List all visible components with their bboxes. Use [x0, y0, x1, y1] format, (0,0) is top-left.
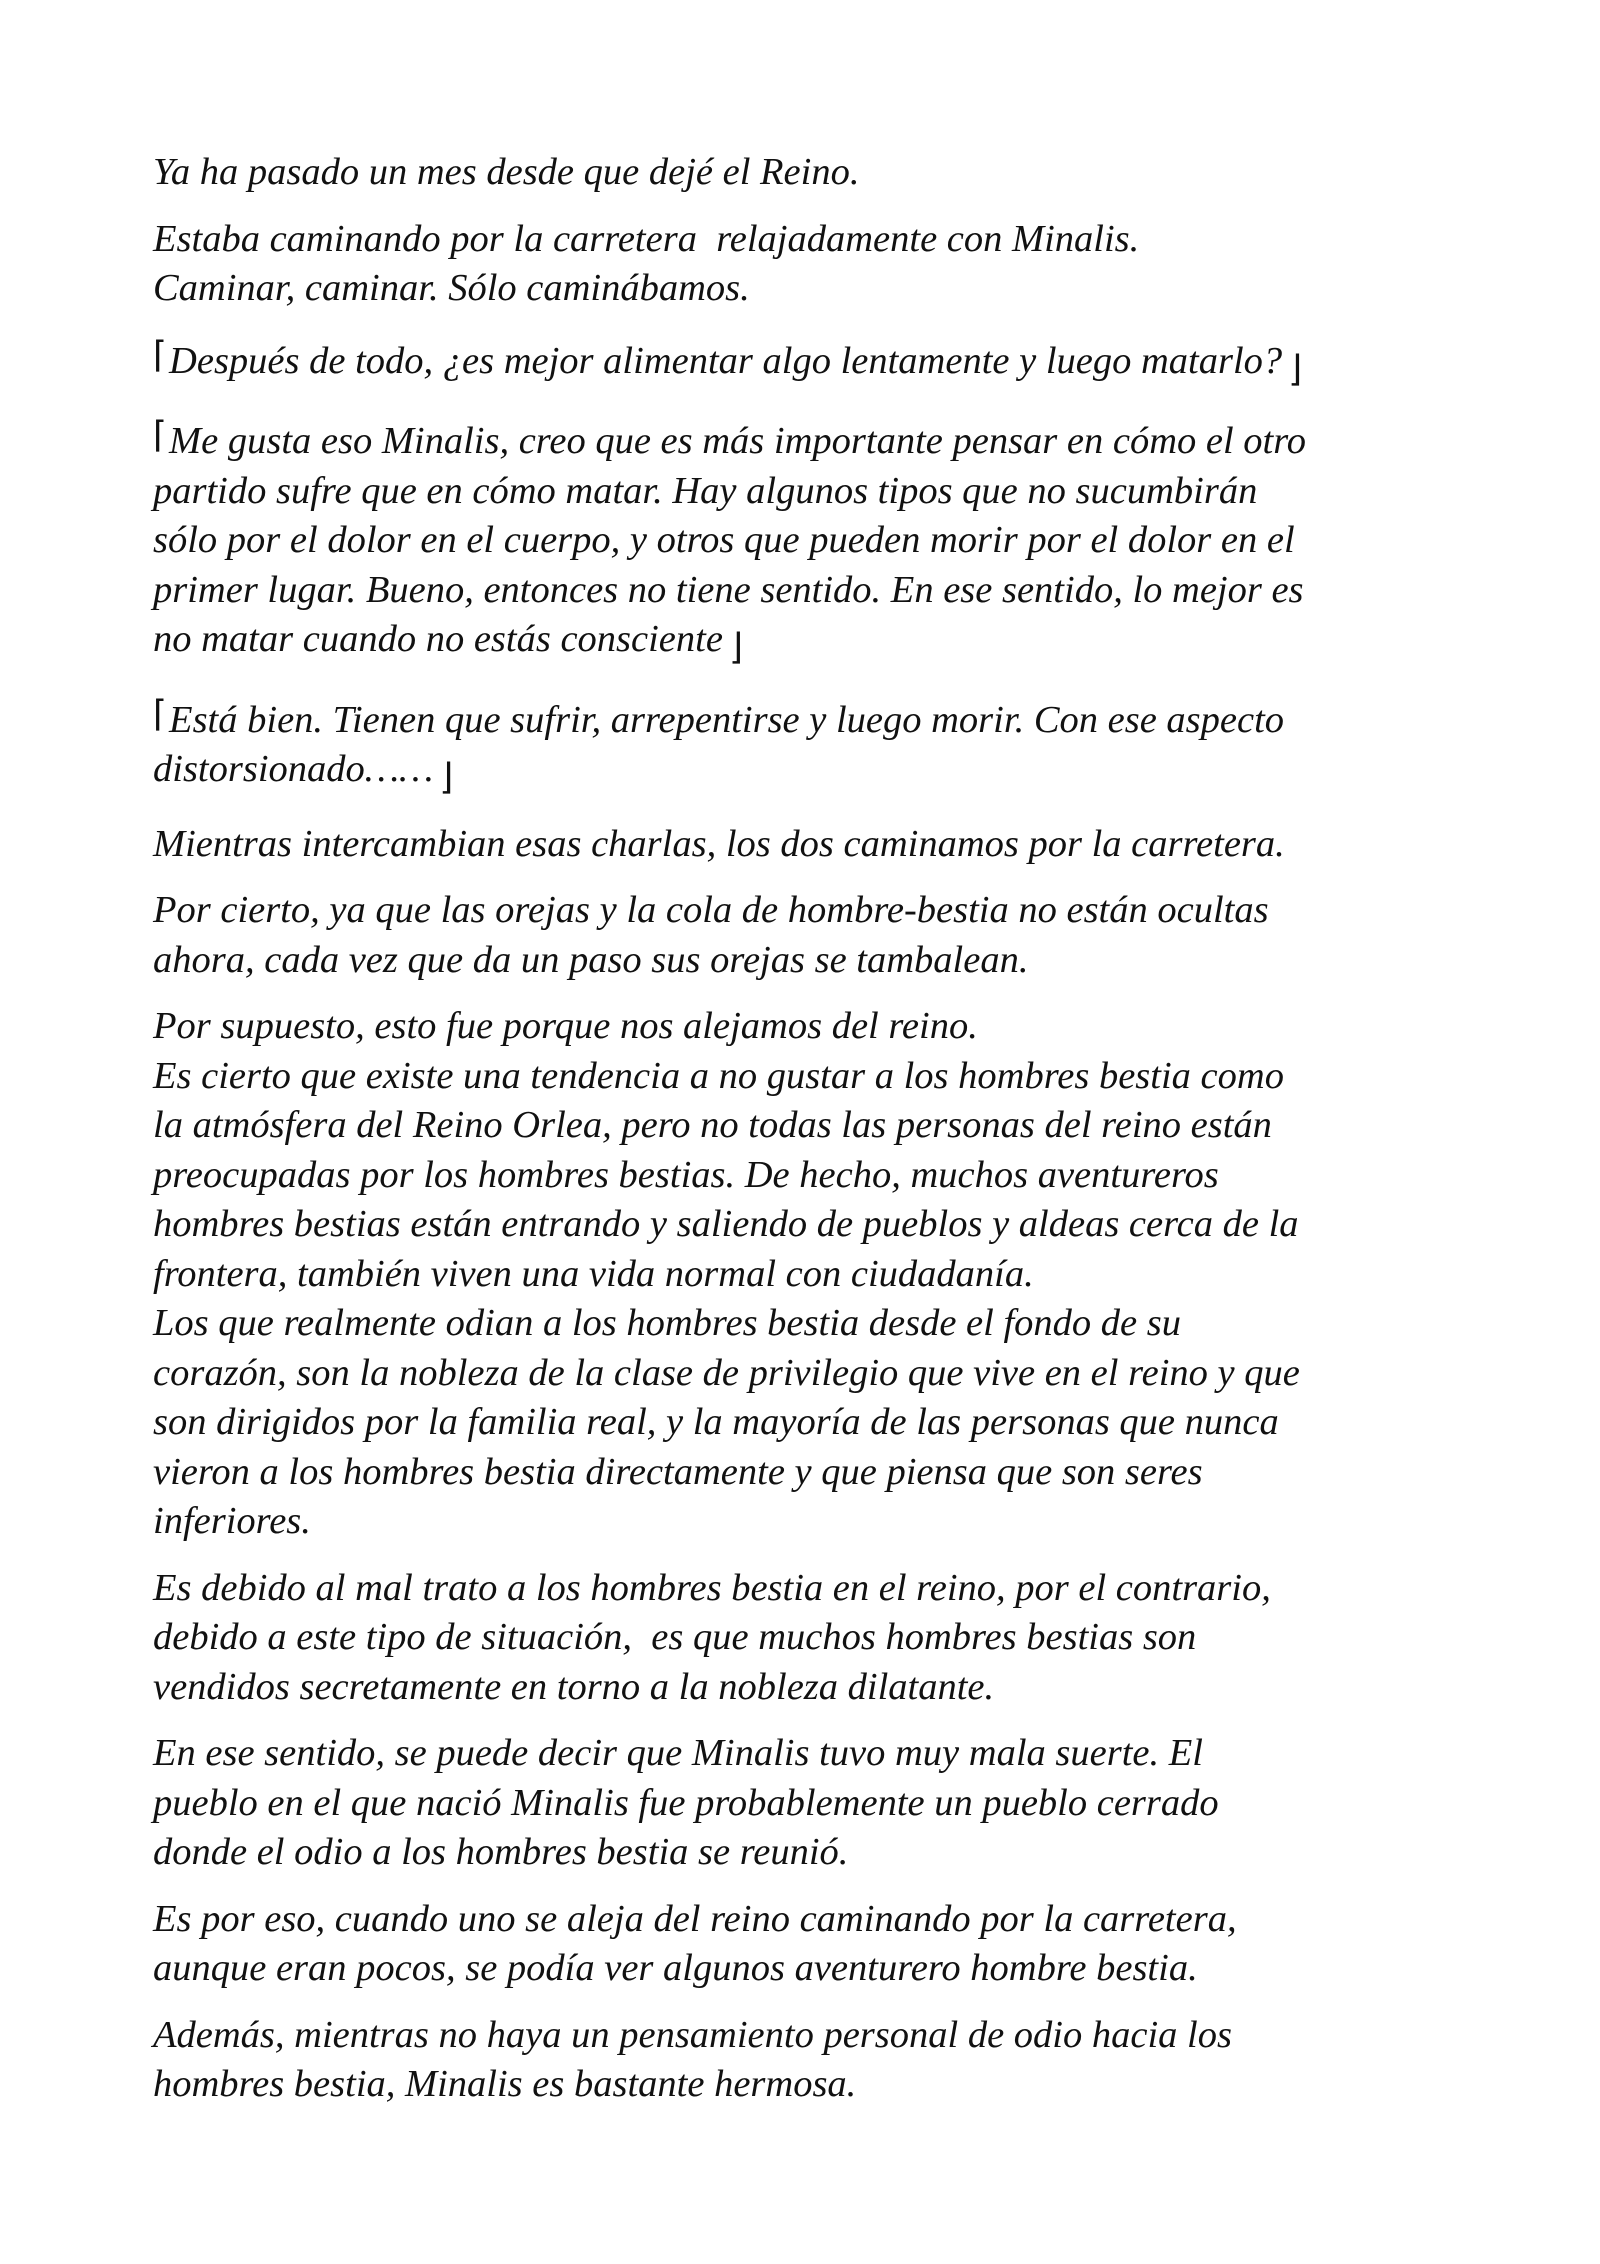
line-text: pueblo en el que nació Minalis fue probablemente un pueblo cerrado: [153, 1781, 1219, 1824]
text-line: [153, 1398, 1483, 1448]
text-paragraph: [153, 1729, 1483, 1878]
dialogue-close-bracket: ⌋: [439, 757, 454, 798]
text-paragraph: [153, 411, 1483, 673]
line-text: no matar cuando no estás consciente: [153, 618, 723, 660]
text-paragraph: [153, 2011, 1483, 2110]
line-text: En ese sentido, se puede decir que Minalis tuvo muy mala suerte. El: [153, 1732, 1203, 1774]
text-line: [153, 331, 1483, 395]
line-text: Mientras intercambian esas charlas, los dos caminamos por la carretera.: [153, 822, 1285, 865]
line-text: inferiores.: [153, 1500, 311, 1542]
text-line: [153, 1448, 1483, 1498]
line-text: distorsionado……: [153, 748, 434, 790]
text-paragraph: [153, 820, 1483, 870]
line-text: vendidos secretamente en torno a la nobleza dilatante.: [153, 1665, 995, 1708]
text-line: [153, 1497, 1483, 1547]
line-text: Es cierto que existe una tendencia a no gustar a los hombres bestia como: [153, 1054, 1284, 1097]
line-text: Después de todo, ¿es mejor alimentar algo lentamente y luego matarlo?: [169, 339, 1283, 382]
dialogue-open-bracket: ⌈: [153, 693, 168, 735]
text-paragraph: [153, 1564, 1483, 1713]
text-paragraph: [153, 331, 1483, 395]
line-text: Es debido al mal trato a los hombres bestia en el reino, por el contrario,: [153, 1566, 1271, 1609]
line-text: debido a este tipo de situación, es que muchos hombres bestias son: [153, 1616, 1197, 1658]
text-line: [153, 566, 1483, 616]
line-text: Está bien. Tienen que sufrir, arrepentirse y luego morir. Con ese aspecto: [169, 698, 1285, 741]
text-line: [153, 745, 1483, 803]
line-text: donde el odio a los hombres bestia se reunió.: [153, 1831, 849, 1873]
line-text: Los que realmente odian a los hombres bestia desde el fondo de su: [153, 1302, 1181, 1344]
text-line: [153, 215, 1483, 265]
line-text: la atmósfera del Reino Orlea, pero no todas las personas del reino están: [153, 1104, 1272, 1146]
line-text: Estaba caminando por la carretera relajadamente con Minalis.: [153, 217, 1140, 260]
text-paragraph: [153, 886, 1483, 985]
text-line: [153, 1779, 1483, 1829]
line-text: Por cierto, ya que las orejas y la cola de hombre-bestia no están ocultas: [153, 889, 1269, 931]
text-line: [153, 2060, 1483, 2110]
text-line: [153, 1349, 1483, 1399]
text-paragraph: [153, 148, 1483, 198]
text-line: [153, 1250, 1483, 1300]
line-text: Ya ha pasado un mes desde que dejé el Reino.: [153, 151, 860, 193]
text-line: [153, 615, 1483, 673]
text-line: [153, 1613, 1483, 1663]
text-line: [153, 1828, 1483, 1878]
line-text: partido sufre que en cómo matar. Hay algunos tipos que no sucumbirán: [153, 469, 1258, 512]
text-line: [153, 1299, 1483, 1349]
text-line: [153, 2011, 1483, 2061]
text-line: [153, 1729, 1483, 1779]
line-text: corazón, son la nobleza de la clase de privilegio que vive en el reino y que: [153, 1351, 1300, 1394]
line-text: ahora, cada vez que da un paso sus orejas se tambalean.: [153, 938, 1029, 981]
text-line: [153, 1002, 1483, 1052]
text-line: [153, 516, 1483, 566]
text-line: [153, 1895, 1483, 1945]
line-text: sólo por el dolor en el cuerpo, y otros que pueden morir por el dolor en el: [153, 519, 1295, 561]
text-paragraph: [153, 1895, 1483, 1994]
line-text: son dirigidos por la familia real, y la mayoría de las personas que nunca: [153, 1401, 1279, 1443]
text-line: [153, 820, 1483, 870]
text-line: [153, 886, 1483, 936]
text-line: [153, 1200, 1483, 1250]
text-line: [153, 1151, 1483, 1201]
line-text: Es por eso, cuando uno se aleja del reino caminando por la carretera,: [153, 1897, 1237, 1940]
text-line: [153, 1101, 1483, 1151]
text-line: [153, 264, 1483, 314]
text-line: [153, 1944, 1483, 1994]
text-line: [153, 411, 1483, 467]
line-text: preocupadas por los hombres bestias. De hecho, muchos aventureros: [153, 1153, 1219, 1196]
line-text: primer lugar. Bueno, entonces no tiene sentido. En ese sentido, lo mejor es: [153, 568, 1304, 611]
line-text: Por supuesto, esto fue porque nos alejamos del reino.: [153, 1005, 978, 1047]
line-text: vieron a los hombres bestia directamente y que piensa que son seres: [153, 1450, 1203, 1493]
line-text: aunque eran pocos, se podía ver algunos aventurero hombre bestia.: [153, 1947, 1198, 1989]
line-text: hombres bestias están entrando y saliendo de pueblos y aldeas cerca de la: [153, 1203, 1299, 1245]
document-page: [153, 148, 1483, 2127]
text-line: [153, 936, 1483, 986]
dialogue-open-bracket: ⌈: [153, 334, 168, 376]
dialogue-close-bracket: ⌋: [1288, 348, 1303, 390]
dialogue-open-bracket: ⌈: [153, 415, 168, 456]
line-text: Además, mientras no haya un pensamiento personal de odio hacia los: [153, 2013, 1232, 2056]
text-paragraph: [153, 690, 1483, 803]
line-text: Me gusta eso Minalis, creo que es más importante pensar en cómo el otro: [169, 420, 1307, 462]
text-line: [153, 690, 1483, 746]
line-text: hombres bestia, Minalis es bastante hermosa.: [153, 2063, 857, 2105]
text-line: [153, 148, 1483, 198]
text-line: [153, 1663, 1483, 1713]
text-paragraph: [153, 1002, 1483, 1547]
text-line: [153, 467, 1483, 517]
dialogue-close-bracket: ⌋: [728, 627, 743, 668]
text-line: [153, 1564, 1483, 1614]
text-line: [153, 1052, 1483, 1102]
line-text: frontera, también viven una vida normal con ciudadanía.: [153, 1252, 1034, 1295]
line-text: Caminar, caminar. Sólo caminábamos.: [153, 267, 750, 309]
text-paragraph: [153, 215, 1483, 314]
